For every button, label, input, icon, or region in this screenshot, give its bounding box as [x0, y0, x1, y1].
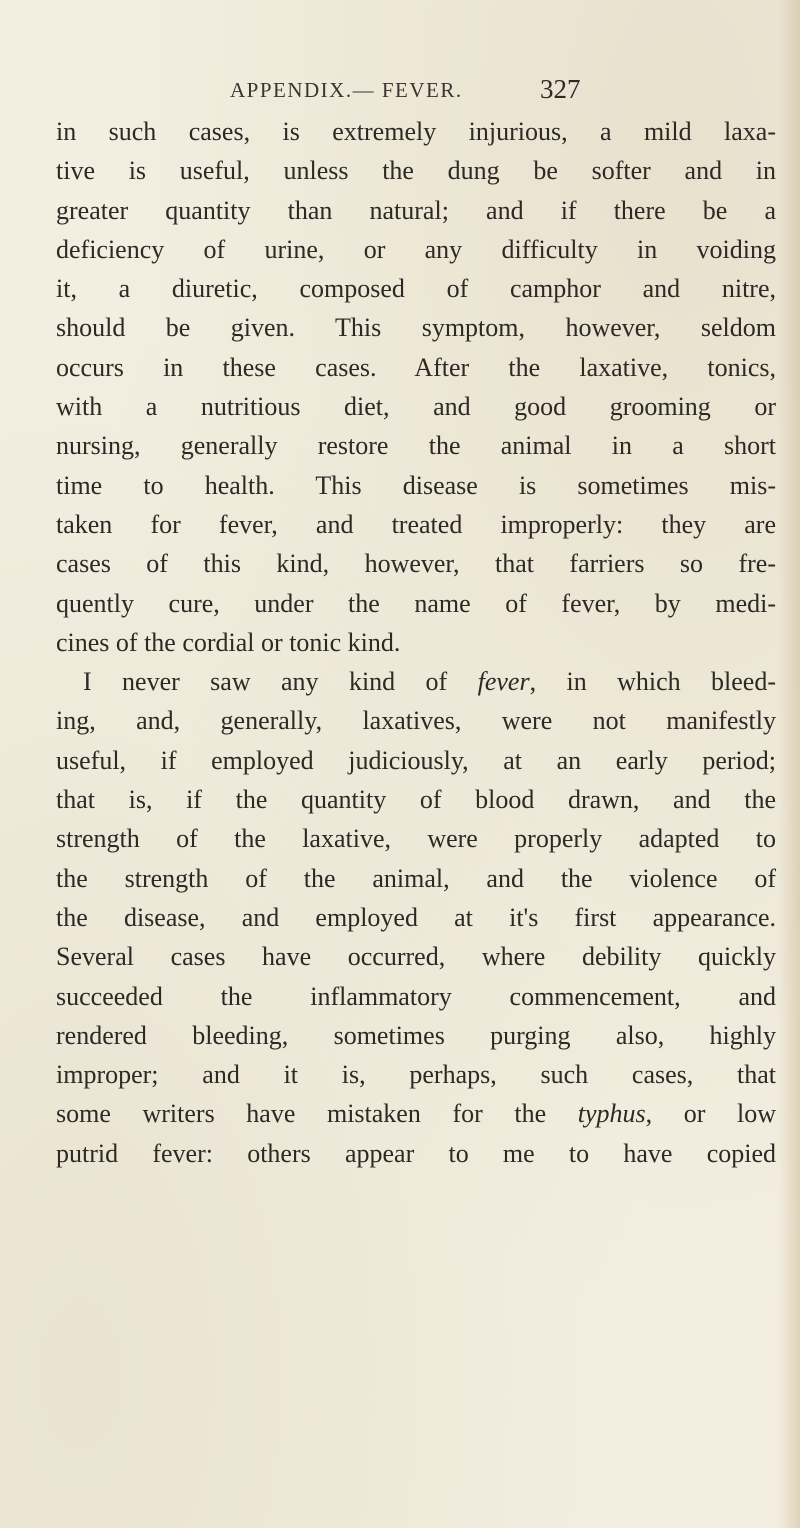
text-line: deficiency of urine, or any difficulty in voiding — [56, 234, 776, 264]
text-line: greater quantity than natural; and if there be a — [56, 195, 776, 225]
text-line: in such cases, is extremely injurious, a mild laxa- — [56, 117, 776, 146]
text-line: the strength of the animal, and the violence of — [56, 863, 776, 893]
italic-term: typhus — [577, 1099, 646, 1129]
text-line: quently cure, under the name of fever, by medi- — [56, 588, 776, 618]
text-line: taken for fever, and treated improperly: they are — [56, 509, 776, 539]
text-line: Several cases have occurred, where debility quickly — [56, 942, 776, 972]
text-line: strength of the laxative, were properly adapted to — [56, 824, 776, 854]
text-line: tive is useful, unless the dung be softer and in — [56, 156, 776, 186]
page-number: 327 — [540, 74, 581, 104]
text-line: that is, if the quantity of blood drawn, and the — [56, 785, 776, 815]
text-line: nursing, generally restore the animal in a short — [56, 431, 776, 461]
text-line: time to health. This disease is sometimes mis- — [56, 470, 776, 500]
text-line: ing, and, generally, laxatives, were not manifestly — [56, 706, 776, 736]
text-line: the disease, and employed at it's first appearance. — [56, 902, 776, 932]
text-line: cases of this kind, however, that farriers so fre- — [56, 549, 776, 579]
text-line: occurs in these cases. After the laxative, tonics, — [56, 352, 776, 382]
text-line: putrid fever: others appear to me to have copied — [56, 1138, 776, 1168]
text-line: some writers have mistaken for the typhus, or low — [56, 1099, 776, 1129]
text-line: improper; and it is, perhaps, such cases, that — [56, 1060, 776, 1090]
page-edge-shadow — [778, 0, 800, 1528]
body-text — [56, 112, 776, 1173]
text-line: should be given. This symptom, however, seldom — [56, 313, 776, 343]
text-line: rendered bleeding, sometimes purging also, highly — [56, 1020, 776, 1050]
text-line: it, a diuretic, composed of camphor and nitre, — [56, 274, 776, 304]
text-line: with a nutritious diet, and good grooming or — [56, 392, 776, 422]
text-line: succeeded the inflammatory commencement, and — [56, 981, 776, 1011]
running-header: APPENDIX.— FEVER. — [230, 78, 463, 102]
text-line: useful, if employed judiciously, at an early period; — [56, 745, 776, 775]
italic-term: fever — [477, 667, 530, 697]
text-line: cines of the cordial or tonic kind. — [56, 627, 401, 657]
text-line: I never saw any kind of fever, in which bleed- — [83, 667, 776, 697]
